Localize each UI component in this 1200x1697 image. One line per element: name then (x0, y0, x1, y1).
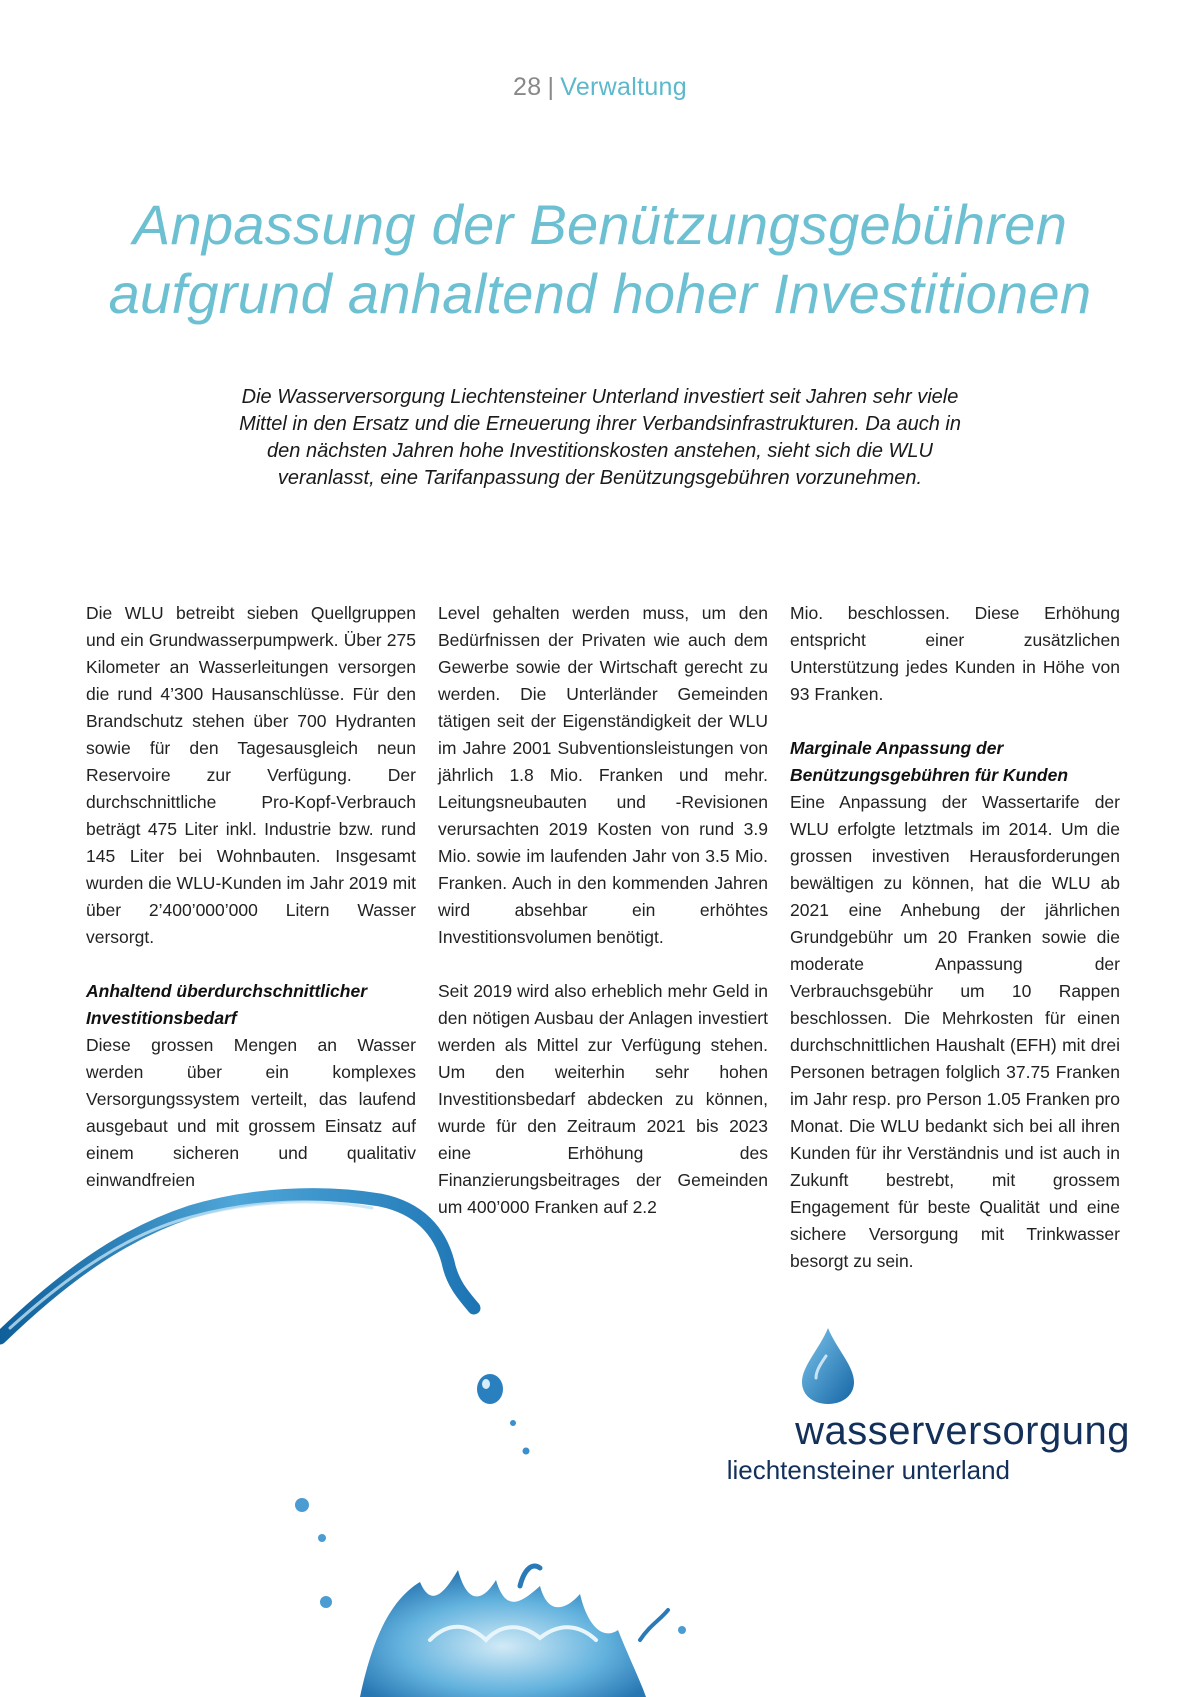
water-droplet (320, 1596, 332, 1608)
water-crown (360, 1570, 646, 1697)
page-title-line-1: Anpassung der Benützungsgebühren (132, 193, 1068, 256)
water-arc (0, 1195, 474, 1338)
column3-paragraph-1: Mio. beschlossen. Diese Erhöhung entspricht einer zusätzlichen Unterstützung jedes Kunden in Höhe von 93 Franken. (790, 603, 1120, 704)
section-name: Verwaltung (560, 73, 687, 101)
water-droplet (295, 1498, 309, 1512)
water-droplet (510, 1420, 516, 1426)
water-drop-icon (800, 1326, 856, 1406)
water-droplet (477, 1374, 503, 1404)
column1-paragraph-2: Diese grossen Mengen an Wasser werden über ein komplexes Versorgungssystem verteilt, das laufend ausgebaut und mit grossem Einsatz auf einem sicheren und qualitativ einwandfreien (86, 1035, 416, 1190)
column2-paragraph-1: Level gehalten werden muss, um den Bedürfnissen der Privaten wie auch dem Gewerbe sowie der Wirtschaft gerecht zu werden. Die Unterländer Gemeinden tätigen seit der Eigenständigkeit der WLU im Jahre 2001 Subventionsleistungen von jährlich 1.8 Mio. Franken und mehr. Leitungsneubauten und -Revisionen verursachten 2019 Kosten von rund 3.9 Mio. sowie im laufenden Jahr von 3.5 Mio. Franken. Auch in den kommenden Jahren wird absehbar ein erhöhtes Investitionsvolumen benötigt. (438, 603, 768, 947)
column3-paragraph-2: Eine Anpassung der Wassertarife der WLU erfolgte letztmals im 2014. Um die grossen investiven Herausforderungen bewältigen zu können, hat die WLU ab 2021 eine Anhebung der jährlichen Grundgebühr um 20 Franken sowie die moderate Anpassung der Verbrauchsgebühr um 10 Rappen beschlossen. Die Mehrkosten für einen durchschnittlichen Haushalt (EFH) mit drei Personen betragen folglich 37.75 Franken im Jahr resp. pro Person 1.05 Franken pro Monat. Die WLU bedankt sich bei all ihren Kunden für ihr Verständnis und ist auch in Zukunft bestrebt, mit grossem Engagement für beste Qualität und eine sichere Versorgung mit Trinkwasser besorgt zu sein. (790, 792, 1120, 1271)
column2-paragraph-2: Seit 2019 wird also erheblich mehr Geld in den nötigen Ausbau der Anlagen investiert werden als Mittel zur Verfügung stehen. Um den weiterhin sehr hohen Investitionsbedarf abdecken zu können, wurde für den Zeitraum 2021 bis 2023 eine Erhöhung des Finanzierungsbeitrages der Gemeinden um 400’000 Franken auf 2.2 (438, 981, 768, 1217)
water-droplet (523, 1448, 530, 1455)
logo-subtitle: liechtensteiner unterland (726, 1455, 1010, 1485)
text-column-1 (86, 600, 416, 1194)
page-number: 28 (513, 73, 542, 101)
page-title (40, 190, 1160, 328)
water-droplet (678, 1626, 686, 1634)
text-column-3 (790, 600, 1120, 1275)
header-separator: | (547, 73, 555, 101)
water-droplet (318, 1534, 326, 1542)
text-column-2 (438, 600, 768, 1221)
column1-paragraph-1: Die WLU betreibt sieben Quellgruppen und ein Grundwasserpumpwerk. Über 275 Kilometer an Wasserleitungen versorgen die rund 4’300 Hausanschlüsse. Für den Brandschutz stehen über 700 Hydranten sowie für den Tagesausgleich neun Reservoire zur Verfügung. Der durchschnittliche Pro-Kopf-Verbrauch beträgt 475 Liter inkl. Industrie bzw. rund 145 Liter bei Wohnbauten. Insgesamt wurden die WLU-Kunden im Jahr 2019 mit über 2’400’000’000 Litern Wasser versorgt. (86, 603, 416, 947)
lead-paragraph: Die Wasserversorgung Liechtensteiner Unterland investiert seit Jahren sehr viele Mittel in den Ersatz und die Erneuerung ihrer Verbandsinfrastrukturen. Da auch in den nächsten Jahren hohe Investitionskosten anstehen, sieht sich die WLU veranlasst, eine Tarifanpassung der Benützungsgebühren vorzunehmen. (239, 386, 961, 489)
column3-subheading: Marginale Anpassung der Benützungsgebühren für Kunden (790, 738, 1069, 785)
column1-subheading: Anhaltend überdurchschnittlicher Investitionsbedarf (86, 981, 367, 1028)
page-title-line-2: aufgrund anhaltend hoher Investitionen (108, 262, 1092, 325)
water-splash-image (0, 1170, 760, 1697)
page-header (0, 73, 1200, 102)
wlu-logo (690, 1320, 1130, 1490)
logo-wordmark: wasserversorgung (795, 1409, 1130, 1453)
